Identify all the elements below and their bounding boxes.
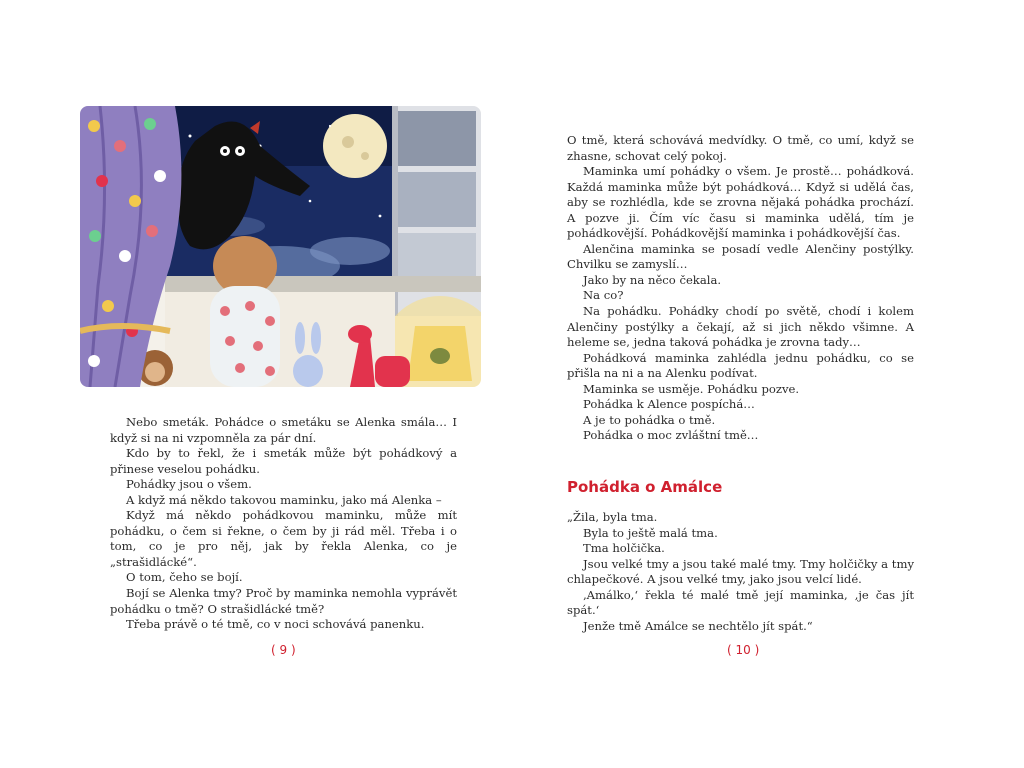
paragraph: Na pohádku. Pohádky chodí po světě, chodí i kolem Alenčiny postýlky a čekají, až si jich někdo všimne. A heleme se, jedna taková pohádka je zrovna tady… bbox=[567, 304, 914, 350]
paragraph: ‚Amálko,‘ řekla té malé tmě její maminka, ‚je čas jít spát.‘ bbox=[567, 587, 914, 618]
paragraph: Jako by na něco čekala. bbox=[583, 272, 722, 287]
paragraph: Pohádka o moc zvláštní tmě… bbox=[583, 428, 759, 443]
paragraph: Byla to ještě malá tma. bbox=[583, 525, 718, 540]
paragraph: Kdo by to řekl, že i smeták může být pohádkový a přinese veselou pohádku. bbox=[110, 446, 457, 476]
page-number-left: ( 9 ) bbox=[271, 643, 296, 657]
paragraph: Nebo smeták. Pohádce o smetáku se Alenka smála… I když si na ni vzpomněla za pár dní. bbox=[110, 415, 457, 445]
paragraph: Jenže tmě Amálce se nechtělo jít spát.“ bbox=[583, 618, 813, 633]
paragraph: Na co? bbox=[583, 288, 624, 303]
paragraph: Bojí se Alenka tmy? Proč by maminka nemohla vyprávět pohádku o tmě? O strašidlácké tmě? bbox=[110, 586, 457, 616]
paragraph: O tom, čeho se bojí. bbox=[126, 570, 243, 585]
paragraph: Maminka se usměje. Pohádku pozve. bbox=[583, 381, 800, 396]
chapter-heading: Pohádka o Amálce bbox=[567, 478, 723, 496]
paragraph: Když má někdo pohádkovou maminku, může mít pohádku, o čem si řekne, o čem by ji rád měl. Třeba i o tom, co je pro něj, jak by řekla Alenka, co je „strašidlácké“. bbox=[110, 508, 457, 569]
paragraph: A když má někdo takovou maminku, jako má Alenka – bbox=[126, 492, 442, 507]
paragraph: O tmě, která schovává medvídky. O tmě, co umí, když se zhasne, schovat celý pokoj. bbox=[567, 133, 914, 163]
paragraph: „Žila, byla tma. bbox=[567, 510, 658, 524]
paragraph: Třeba právě o té tmě, co v noci schovává panenku. bbox=[126, 617, 425, 632]
paragraph: Tma holčička. bbox=[583, 541, 665, 556]
paragraph: A je to pohádka o tmě. bbox=[583, 412, 716, 427]
paragraph: Pohádky jsou o všem. bbox=[126, 477, 252, 492]
right-body-text-bottom bbox=[567, 510, 914, 634]
paragraph: Maminka umí pohádky o všem. Je prostě… pohádková. Každá maminka může být pohádková… Když si udělá čas, aby se rozhlédla, kde se zrovna nějaká pohádka prochází. A pozve ji. Čím víc času si maminka udělá, tím je pohádkovější. Pohádkovější maminka i pohádkovější čas. bbox=[567, 164, 914, 241]
paragraph: Pohádka k Alence pospíchá… bbox=[583, 397, 755, 412]
paragraph: Pohádková maminka zahlédla jednu pohádku, co se přišla na ni a na Alenku podívat. bbox=[567, 350, 914, 381]
page-number-right: ( 10 ) bbox=[727, 643, 760, 657]
right-body-text-top bbox=[567, 133, 914, 444]
paragraph: Jsou velké tmy a jsou také malé tmy. Tmy holčičky a tmy chlapečkové. A jsou velké tmy, jako jsou velcí lidé. bbox=[567, 556, 914, 587]
paragraph: Alenčina maminka se posadí vedle Alenčiny postýlky. Chvilku se zamyslí… bbox=[567, 241, 914, 272]
